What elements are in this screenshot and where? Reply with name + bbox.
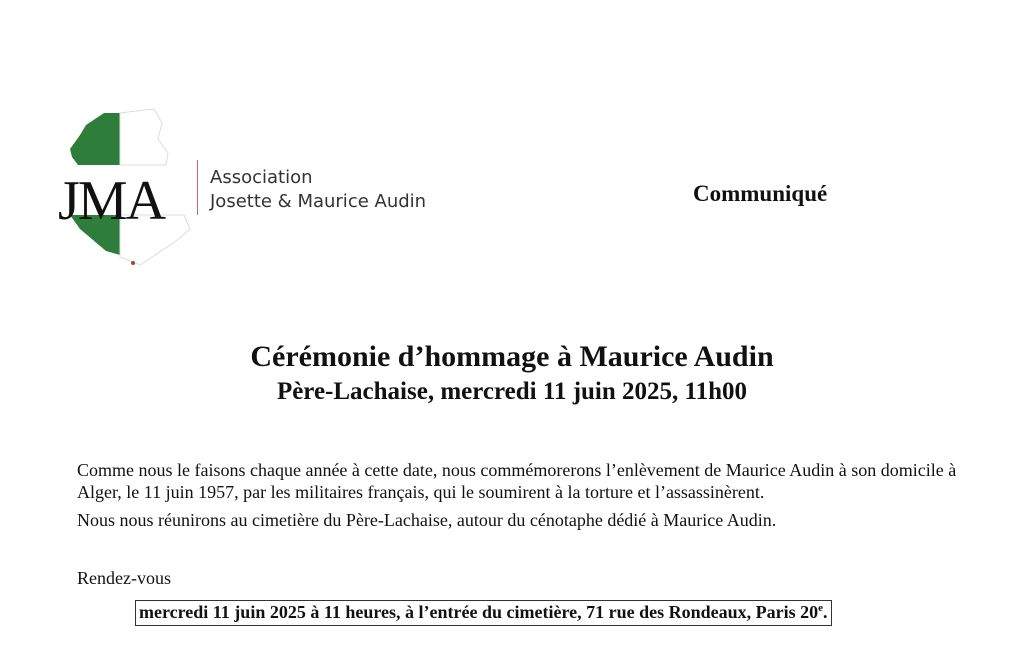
association-line2: Josette & Maurice Audin — [210, 191, 427, 212]
page-title: Cérémonie d’hommage à Maurice Audin — [250, 340, 774, 373]
rendezvous-text: mercredi 11 juin 2025 à 11 heures, à l’entrée du cimetière, 71 rue des Rondeaux, Paris 20 — [139, 602, 819, 622]
logo-letters: JMA — [58, 170, 165, 232]
logo-divider — [197, 160, 198, 215]
association-line1: Association — [210, 167, 313, 188]
rendezvous-label: Rendez-vous — [77, 568, 171, 588]
association-name — [210, 166, 426, 214]
rendezvous-period: . — [823, 602, 828, 622]
paragraph-1: Comme nous le faisons chaque année à cette date, nous commémorerons l’enlèvement de Maurice Audin à son domicile à Alger, le 11 juin 1957, par les militaires français, qui le soumirent à la torture et l’assassinèrent. — [77, 460, 957, 502]
jma-logo — [58, 105, 198, 275]
communique-label: Communiqué — [693, 181, 828, 206]
rendezvous-box — [135, 600, 832, 626]
page-subtitle: Père-Lachaise, mercredi 11 juin 2025, 11h00 — [276, 378, 748, 405]
paragraph-2: Nous nous réunirons au cimetière du Père-Lachaise, autour du cénotaphe dédié à Maurice Audin. — [77, 510, 777, 530]
rendezvous-superscript: e — [818, 602, 823, 614]
